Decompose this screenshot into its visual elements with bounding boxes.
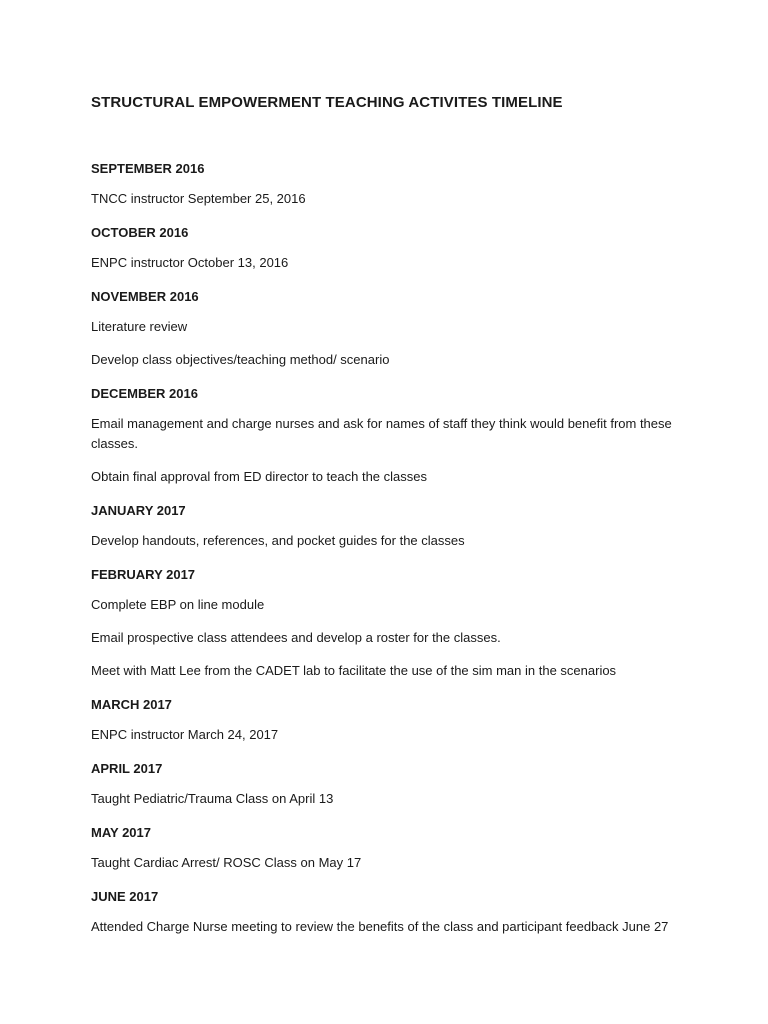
activity-item: Develop class objectives/teaching method/ scenario — [91, 352, 390, 367]
month-heading: OCTOBER 2016 — [91, 225, 189, 240]
month-heading: FEBRUARY 2017 — [91, 567, 196, 582]
document-title: STRUCTURAL EMPOWERMENT TEACHING ACTIVITES TIMELINE — [91, 94, 563, 111]
month-heading: SEPTEMBER 2016 — [91, 161, 205, 176]
activity-item: Obtain final approval from ED director to teach the classes — [91, 469, 427, 484]
activity-item: TNCC instructor September 25, 2016 — [91, 191, 306, 206]
section-march-2017 — [91, 697, 691, 745]
month-heading: MARCH 2017 — [91, 697, 172, 712]
month-heading: DECEMBER 2016 — [91, 386, 198, 401]
section-january-2017 — [91, 503, 691, 551]
activity-item: Attended Charge Nurse meeting to review the benefits of the class and participant feedback June 27 — [91, 919, 669, 934]
section-november-2016 — [91, 289, 691, 370]
month-heading: JANUARY 2017 — [91, 503, 186, 518]
section-february-2017 — [91, 567, 691, 681]
section-may-2017 — [91, 825, 691, 873]
activity-item: Meet with Matt Lee from the CADET lab to facilitate the use of the sim man in the scenarios — [91, 663, 617, 678]
section-october-2016 — [91, 225, 691, 273]
month-heading: NOVEMBER 2016 — [91, 289, 199, 304]
section-april-2017 — [91, 761, 691, 809]
section-december-2016 — [91, 386, 691, 487]
section-september-2016 — [91, 161, 691, 209]
activity-item: Taught Cardiac Arrest/ ROSC Class on May 17 — [91, 855, 362, 870]
activity-item: Email management and charge nurses and ask for names of staff they think would benefit from these classes. — [91, 416, 672, 451]
activity-item: Email prospective class attendees and develop a roster for the classes. — [91, 630, 501, 645]
activity-item: Taught Pediatric/Trauma Class on April 13 — [91, 791, 334, 806]
activity-item: Complete EBP on line module — [91, 597, 265, 612]
section-june-2017 — [91, 889, 691, 937]
activity-item: ENPC instructor October 13, 2016 — [91, 255, 289, 270]
document-page — [91, 94, 691, 953]
activity-item: Literature review — [91, 319, 188, 334]
activity-item: Develop handouts, references, and pocket guides for the classes — [91, 533, 465, 548]
month-heading: JUNE 2017 — [91, 889, 159, 904]
month-heading: APRIL 2017 — [91, 761, 163, 776]
activity-item: ENPC instructor March 24, 2017 — [91, 727, 279, 742]
month-heading: MAY 2017 — [91, 825, 151, 840]
